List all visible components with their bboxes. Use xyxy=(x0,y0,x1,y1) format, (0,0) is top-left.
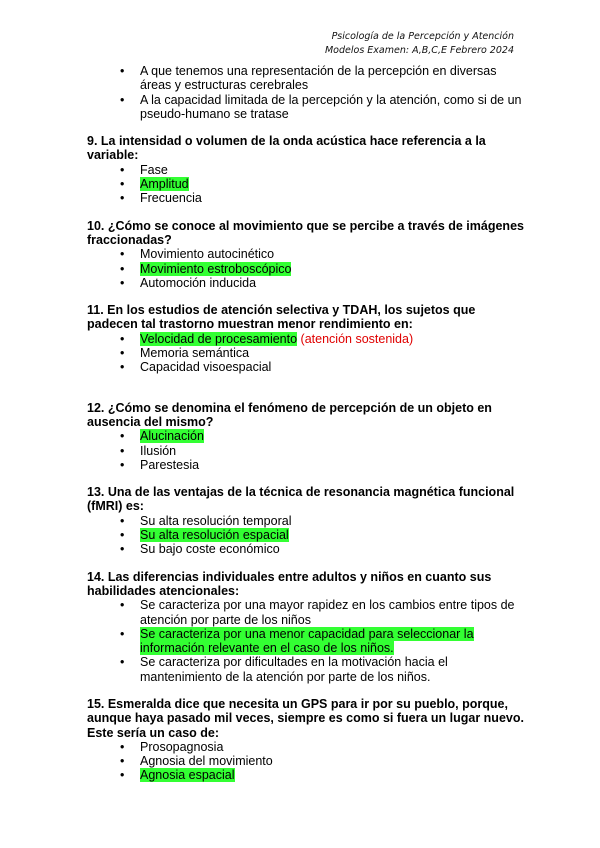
option: • Frecuencia xyxy=(120,191,527,205)
option: • Movimiento autocinético xyxy=(120,247,527,261)
question-15 xyxy=(87,697,527,783)
header-exam-models: Modelos Examen: A,B,C,E Febrero 2024 xyxy=(324,45,514,56)
option: • Ilusión xyxy=(120,444,527,458)
option: • Se caracteriza por dificultades en la motivación hacia el mantenimiento de la atención por parte de los niños. xyxy=(120,655,527,684)
question-14 xyxy=(87,570,527,684)
option-correct: • Movimiento estroboscópico xyxy=(120,262,527,276)
question-9 xyxy=(87,134,527,205)
question-title: 14. Las diferencias individuales entre adultos y niños en cuanto sus habilidades atencionales: xyxy=(87,569,492,598)
header-course: Psicología de la Percepción y Atención xyxy=(331,31,514,42)
option: • Automoción inducida xyxy=(120,276,527,290)
annotation-note: (atención sostenida) xyxy=(300,331,414,346)
option-correct: • Alucinación xyxy=(120,429,527,443)
option: • Fase xyxy=(120,163,527,177)
option: • Agnosia del movimiento xyxy=(120,754,527,768)
option: • Memoria semántica xyxy=(120,346,527,360)
question-10 xyxy=(87,219,527,290)
question-12 xyxy=(87,401,527,472)
option: • Su alta resolución temporal xyxy=(120,514,527,528)
option: • Se caracteriza por una mayor rapidez en los cambios entre tipos de atención por parte de los niños xyxy=(120,598,527,627)
option: • Capacidad visoespacial xyxy=(120,360,527,374)
option-correct: • Velocidad de procesamiento (atención sostenida) xyxy=(120,332,527,346)
option-correct: • Se caracteriza por una menor capacidad para seleccionar la información relevante en el caso de los niños. xyxy=(120,627,527,656)
option: • A la capacidad limitada de la percepción y la atención, como si de un pseudo-humano se tratase xyxy=(120,93,527,122)
option: • A que tenemos una representación de la percepción en diversas áreas y estructuras cerebrales xyxy=(120,64,527,93)
option-correct: • Su alta resolución espacial xyxy=(120,528,527,542)
question-title: 10. ¿Cómo se conoce al movimiento que se percibe a través de imágenes fraccionadas? xyxy=(87,218,524,247)
question-title: 12. ¿Cómo se denomina el fenómeno de percepción de un objeto en ausencia del mismo? xyxy=(87,400,492,429)
exam-content xyxy=(87,64,527,783)
question-title: 13. Una de las ventajas de la técnica de resonancia magnética funcional (fMRI) es: xyxy=(87,485,515,514)
option: • Parestesia xyxy=(120,458,527,472)
question-title: 15. Esmeralda dice que necesita un GPS para ir por su pueblo, porque, aunque haya pasado mil veces, siempre es como si fuera un lugar nuevo. Este sería un caso de: xyxy=(87,696,524,740)
option-correct: • Agnosia espacial xyxy=(120,768,527,782)
option: • Su bajo coste económico xyxy=(120,542,527,556)
option: • Prosopagnosia xyxy=(120,740,527,754)
question-title: 9. La intensidad o volumen de la onda acústica hace referencia a la variable: xyxy=(87,134,486,163)
continued-options xyxy=(87,64,527,121)
option-correct: • Amplitud xyxy=(120,177,527,191)
question-13 xyxy=(87,485,527,556)
page-header xyxy=(325,30,514,58)
question-11 xyxy=(87,303,527,374)
question-title: 11. En los estudios de atención selectiva y TDAH, los sujetos que padecen tal trastorno muestran menor rendimiento en: xyxy=(87,303,476,332)
